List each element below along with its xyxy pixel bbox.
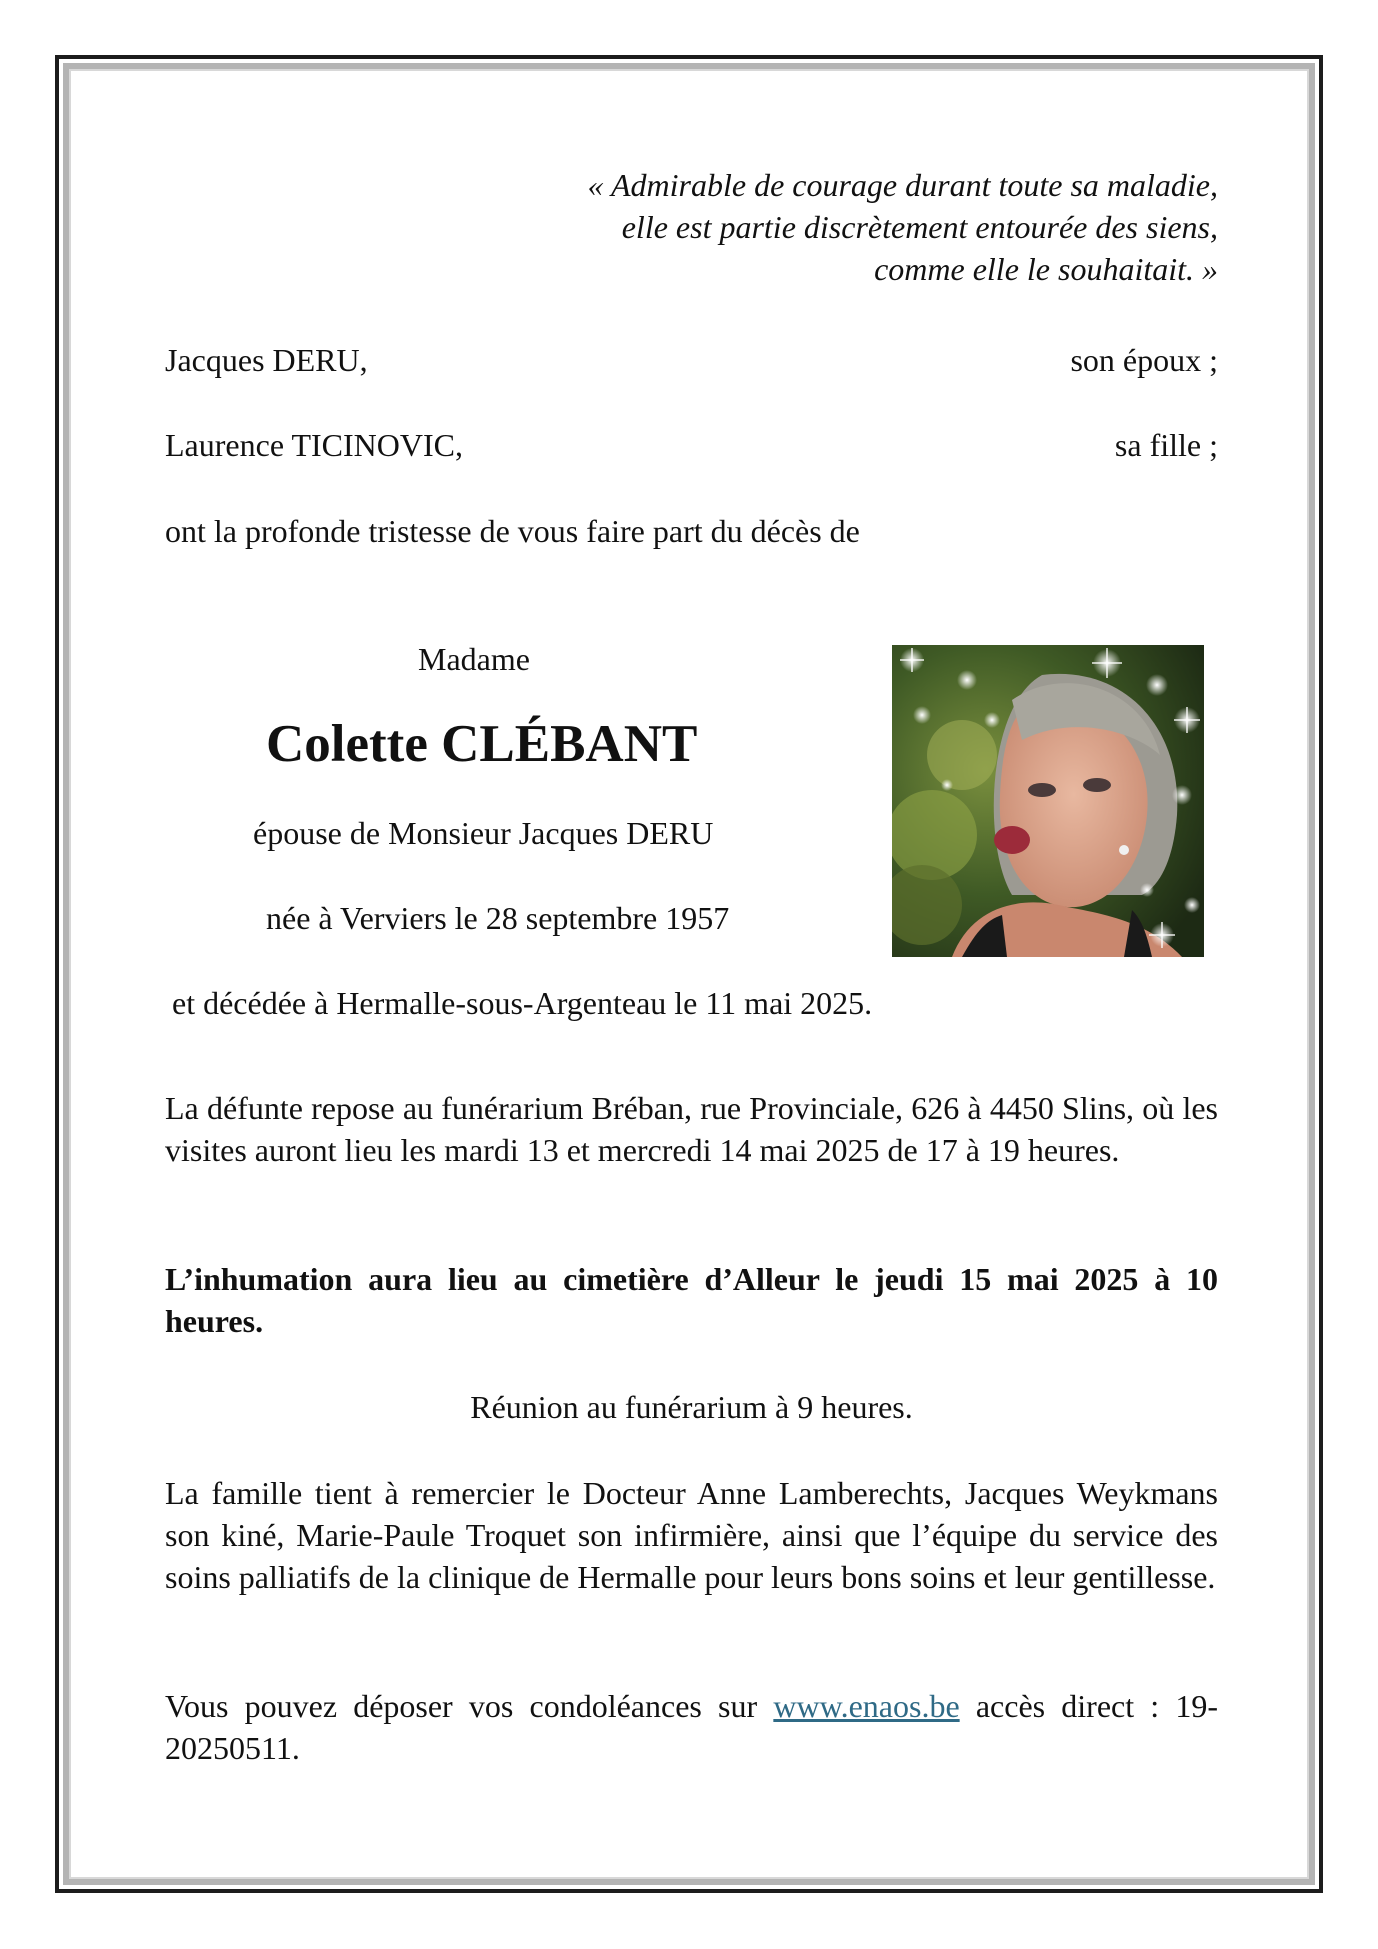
deceased-death: et décédée à Hermalle-sous-Argenteau le 11 mai 2025. bbox=[172, 985, 873, 1021]
quote-line-2: elle est partie discrètement entourée des siens, bbox=[621, 209, 1218, 245]
family-relation: son époux ; bbox=[1070, 342, 1218, 378]
visitation-paragraph: La défunte repose au funérarium Bréban, rue Provinciale, 626 à 4450 Slins, où les visites auront lieu les mardi 13 et mercredi 14 mai 2025 de 17 à 19 heures. bbox=[165, 1090, 1218, 1168]
condolences-suffix: accès direct : 19-20250511. bbox=[165, 1688, 1219, 1766]
condolences-prefix: Vous pouvez déposer vos condoléances sur bbox=[165, 1688, 774, 1724]
page-frame bbox=[55, 55, 1323, 1893]
page-frame-inner bbox=[63, 63, 1315, 1885]
family-name: Laurence TICINOVIC, bbox=[165, 427, 463, 463]
deceased-title: Madame bbox=[418, 641, 530, 677]
deceased-name: Colette CLÉBANT bbox=[266, 715, 698, 773]
burial-paragraph: L’inhumation aura lieu au cimetière d’Alleur le jeudi 15 mai 2025 à 10 heures. bbox=[165, 1261, 1218, 1339]
thanks-paragraph: La famille tient à remercier le Docteur Anne Lamberechts, Jacques Weykmans son kiné, Marie-Paule Troquet son infirmière, ainsi que l’équipe du service des soins palliatifs de la clinique de Hermalle pour leurs bons soins et leur gentillesse. bbox=[165, 1475, 1218, 1595]
deceased-birth: née à Verviers le 28 septembre 1957 bbox=[266, 900, 730, 936]
family-relation: sa fille ; bbox=[1114, 427, 1218, 463]
condolences-paragraph bbox=[165, 1685, 1218, 1769]
quote-line-3: comme elle le souhaitait. » bbox=[874, 251, 1218, 287]
family-row-spouse bbox=[165, 339, 1218, 381]
family-row-daughter bbox=[165, 424, 1218, 466]
quote-line-1: « Admirable de courage durant toute sa maladie, bbox=[587, 167, 1218, 203]
announcement-text: ont la profonde tristesse de vous faire part du décès de bbox=[165, 513, 860, 549]
family-name: Jacques DERU, bbox=[165, 342, 368, 378]
portrait-photo bbox=[892, 645, 1204, 957]
portrait-photo-icon bbox=[892, 645, 1204, 957]
deceased-spouse: épouse de Monsieur Jacques DERU bbox=[253, 815, 714, 851]
meeting-text: Réunion au funérarium à 9 heures. bbox=[470, 1389, 913, 1425]
condolences-link[interactable]: www.enaos.be bbox=[773, 1688, 960, 1724]
epitaph-quote bbox=[588, 164, 1218, 290]
